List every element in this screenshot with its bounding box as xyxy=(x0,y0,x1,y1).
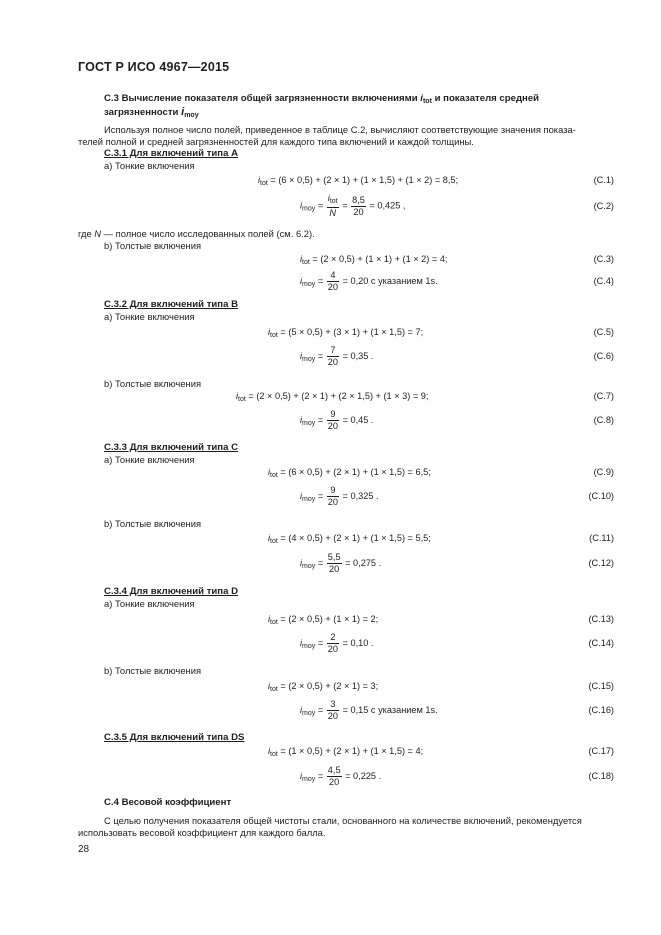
paragraph-line: Используя полное число полей, приведенное в таблице С.2, вычисляют соответствующие значения показа- xyxy=(104,124,576,135)
thin-inclusions-label: а) Тонкие включения xyxy=(104,160,195,171)
subsection-c33-title: С.3.3 Для включений типа С xyxy=(104,442,239,453)
fraction: $\frac{4}{20}$ xyxy=(327,270,339,292)
fraction: $\frac{9}{20}$ xyxy=(327,409,339,431)
section-c3-heading xyxy=(104,93,539,105)
equation-number: (С.14) xyxy=(588,638,614,648)
section-c4-heading: С.4 Весовой коэффициент xyxy=(104,797,232,808)
symbol-i: i xyxy=(300,200,303,211)
equation-c12: $i_{moy}$ = $\frac{5,5}{20}$ = 0,275 . xyxy=(300,552,382,574)
equation-number: (С.16) xyxy=(588,705,614,715)
equation-c8: $i_{moy}$ = $\frac{9}{20}$ = 0,45 . xyxy=(300,409,374,431)
paragraph-line: телей полной и средней загрязненностей для каждого типа включений и каждой толщины. xyxy=(78,136,474,147)
thin-inclusions-label: а) Тонкие включения xyxy=(104,311,195,322)
equation-c15: $i_{tot} = (2 \times 0,5) + (2 \times 1) = 3$; xyxy=(268,681,379,693)
equation-number: (С.8) xyxy=(593,415,614,425)
subscript-tot: tot xyxy=(422,98,432,105)
subsection-c31-title: С.3.1 Для включений типа А xyxy=(104,148,239,159)
symbol-i: i xyxy=(258,175,261,185)
equation-number: (С.11) xyxy=(589,533,614,543)
subsection-c34-title: С.3.4 Для включений типа D xyxy=(104,586,239,597)
thin-inclusions-label: а) Тонкие включения xyxy=(104,454,195,465)
equation-c5: $i_{tot} = (5 \times 0,5) + (3 \times 1) + (1 \times 1,5) = 7$; xyxy=(268,327,424,339)
subscript-moy: moy xyxy=(302,205,316,213)
heading-text: С.3 Вычисление показателя общей загрязненности включениями xyxy=(104,93,421,104)
equation-number: (С.2) xyxy=(593,201,614,211)
equation-number: (С.10) xyxy=(588,491,614,501)
paragraph-line: использовать весовой коэффициент для каждого балла. xyxy=(78,827,326,838)
fraction: $\frac{2}{20}$ xyxy=(327,632,339,654)
equation-number: (С.17) xyxy=(588,746,614,756)
equation-c16: $i_{moy}$ = $\frac{3}{20}$ = 0,15 с указанием 1s. xyxy=(300,699,438,721)
equals-sign: = xyxy=(317,200,324,211)
section-c3-heading-line2 xyxy=(104,106,199,119)
equation-c7: $i_{tot} = (2 \times 0,5) + (2 \times 1) + (2 \times 1,5) + (1 \times 3) = 9$; xyxy=(236,391,429,403)
fraction: $\frac{4,5}{20}$ xyxy=(327,765,341,787)
equation-number: (С.4) xyxy=(593,276,614,286)
equation-number: (С.12) xyxy=(588,558,614,568)
page-number: 28 xyxy=(78,844,90,855)
equation-c18: $i_{moy}$ = $\frac{4,5}{20}$ = 0,225 . xyxy=(300,765,382,787)
symbol-i: i xyxy=(181,106,185,118)
equation-number: (С.18) xyxy=(588,771,614,781)
fraction: $\frac{3}{20}$ xyxy=(327,699,339,721)
subsection-c32-title: С.3.2 Для включений типа В xyxy=(104,299,239,310)
heading-text: загрязненности xyxy=(104,107,182,118)
equation-c9: $i_{tot} = (6 \times 0,5) + (2 \times 1) + (1 \times 1,5) = 6,5$; xyxy=(268,467,431,479)
thick-inclusions-label: b) Толстые включения xyxy=(104,240,202,251)
equation-number: (С.5) xyxy=(593,327,614,337)
subscript-moy: moy xyxy=(184,112,199,119)
thick-inclusions-label: b) Толстые включения xyxy=(104,518,202,529)
heading-text: и показателя средней xyxy=(431,93,540,104)
fraction: $\frac{7}{20}$ xyxy=(327,345,339,367)
equation-c10: $i_{moy}$ = $\frac{9}{20}$ = 0,325 . xyxy=(300,485,379,507)
equation-c2 xyxy=(300,193,405,219)
running-header: ГОСТ Р ИСО 4967—2015 xyxy=(78,60,230,74)
symbol-i: i xyxy=(420,93,423,104)
equation-c14: $i_{moy}$ = $\frac{2}{20}$ = 0,10 . xyxy=(300,632,374,654)
equals-sign: = xyxy=(342,200,348,211)
fraction: $\frac{5,5}{20}$ xyxy=(327,552,341,574)
equation-c1 xyxy=(258,175,458,187)
subscript-tot: tot xyxy=(260,180,268,187)
subsection-c35-title: С.3.5 Для включений типа DS xyxy=(104,732,245,743)
thin-inclusions-label: а) Тонкие включения xyxy=(104,598,195,609)
fraction: $\frac{i_{tot}}{N}$ xyxy=(327,193,338,218)
equation-c11: $i_{tot} = (4 \times 0,5) + (2 \times 1) + (1 \times 1,5) = 5,5$; xyxy=(268,533,431,545)
equation-number: (С.13) xyxy=(588,614,614,624)
equation-c3: $i_{tot} = (2 \times 0,5) + (1 \times 1) + (1 \times 2) = 4$; xyxy=(300,254,448,266)
fraction: $\frac{9}{20}$ xyxy=(327,485,339,507)
equation-text: = (6 × 0,5) + (2 × 1) + (1 × 1,5) + (1 × 2) = 8,5; xyxy=(267,175,459,185)
equation-number: (С.9) xyxy=(593,467,614,477)
equation-number: (С.3) xyxy=(593,254,614,264)
equation-number: (С.15) xyxy=(588,681,614,691)
equation-c17: $i_{tot} = (1 \times 0,5) + (2 \times 1) + (1 \times 1,5) = 4$; xyxy=(268,746,424,758)
where-clause: где N — полное число исследованных полей (см. 6.2). xyxy=(78,228,315,239)
equation-c6: $i_{moy}$ = $\frac{7}{20}$ = 0,35 . xyxy=(300,345,374,367)
equation-number: (С.7) xyxy=(593,391,614,401)
thick-inclusions-label: b) Толстые включения xyxy=(104,378,202,389)
equation-result: = 0,425 , xyxy=(369,200,406,211)
paragraph-line: С целью получения показателя общей чистоты стали, основанного на количестве включений, рекомендуется xyxy=(104,815,582,826)
fraction: $\frac{8,5}{20}$ xyxy=(352,194,365,217)
thick-inclusions-label: b) Толстые включения xyxy=(104,665,202,676)
equation-number: (С.6) xyxy=(593,351,614,361)
equation-c13: $i_{tot} = (2 \times 0,5) + (1 \times 1) = 2$; xyxy=(268,614,379,626)
equation-number: (С.1) xyxy=(593,175,614,185)
equation-c4: $i_{moy}$ = $\frac{4}{20}$ = 0,20 с указанием 1s. xyxy=(300,270,438,292)
